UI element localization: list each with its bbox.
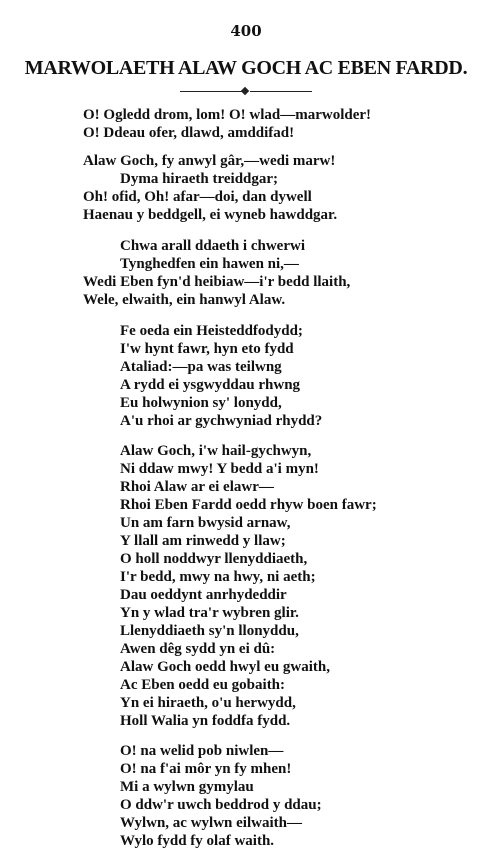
poem-line: Mi a wylwn gymylau [120, 779, 254, 795]
poem-line: O! na f'ai môr yn fy mhen! [120, 761, 292, 777]
poem-line: Ac Eben oedd eu gobaith: [120, 677, 286, 693]
poem-line: Dyma hiraeth treiddgar; [120, 171, 279, 187]
poem-line: I'r bedd, mwy na hwy, ni aeth; [120, 569, 316, 585]
poem-line: Awen dêg sydd yn ei dû: [120, 641, 276, 657]
poem-line: Wele, elwaith, ein hanwyl Alaw. [83, 292, 286, 308]
poem-line: Rhoi Eben Fardd oedd rhyw boen fawr; [120, 497, 377, 513]
poem-line: Oh! ofid, Oh! afar—doi, dan dywell [83, 189, 312, 205]
poem-line: O ddw'r uwch beddrod y ddau; [120, 797, 322, 813]
poem-line: O! na welid pob niwlen— [120, 743, 284, 759]
poem-line: Ataliad:—pa was teilwng [120, 359, 282, 375]
poem-line: Eu holwynion sy' lonydd, [120, 395, 282, 411]
poem-title: MARWOLAETH ALAW GOCH AC EBEN FARDD. [24, 57, 468, 79]
poem-line: Alaw Goch, i'w hail-gychwyn, [120, 443, 312, 459]
poem-line: O holl noddwyr llenyddiaeth, [120, 551, 308, 567]
poem-line: Y llall am rinwedd y llaw; [120, 533, 286, 549]
ornament-diamond-icon [241, 87, 249, 95]
page-number: 400 [230, 22, 262, 40]
poem-line: Fe oeda ein Heisteddfodydd; [120, 323, 303, 339]
poem-line: Yn y wlad tra'r wybren glir. [120, 605, 299, 621]
poem-line: Yn ei hiraeth, o'u herwydd, [120, 695, 296, 711]
poem-line: I'w hynt fawr, hyn eto fydd [120, 341, 294, 357]
title-ornament-rule [0, 89, 492, 95]
poem-line: Wedi Eben fyn'd heibiaw—i'r bedd llaith, [83, 274, 351, 290]
poem-line: Wylwn, ac wylwn eilwaith— [120, 815, 302, 831]
poem-line: Llenyddiaeth sy'n llonyddu, [120, 623, 299, 639]
ornament-rule-right [250, 91, 312, 92]
ornament-rule-left [180, 91, 242, 92]
poem-line: A rydd ei ysgwyddau rhwng [120, 377, 301, 393]
poem-line: Haenau y beddgell, ei wyneb hawddgar. [83, 207, 338, 223]
poem-line: Wylo fydd fy olaf waith. [120, 833, 275, 849]
poem-line: Alaw Goch oedd hwyl eu gwaith, [120, 659, 331, 675]
poem-line: O! Ogledd drom, lom! O! wlad—marwolder! [83, 107, 372, 123]
poem-line: Un am farn bwysid arnaw, [120, 515, 291, 531]
poem-line: Dau oeddynt anrhydeddir [120, 587, 287, 603]
poem-line: Rhoi Alaw ar ei elawr— [120, 479, 274, 495]
poem-line: A'u rhoi ar gychwyniad rhydd? [120, 413, 323, 429]
poem-line: Ni ddaw mwy! Y bedd a'i myn! [120, 461, 319, 477]
poem-line: Tynghedfen ein hawen ni,— [120, 256, 299, 272]
poem-line: Alaw Goch, fy anwyl gâr,—wedi marw! [83, 153, 336, 169]
poem-line: Holl Walia yn foddfa fydd. [120, 713, 291, 729]
poem-line: O! Ddeau ofer, dlawd, amddifad! [83, 125, 295, 141]
poem-line: Chwa arall ddaeth i chwerwi [120, 238, 305, 254]
